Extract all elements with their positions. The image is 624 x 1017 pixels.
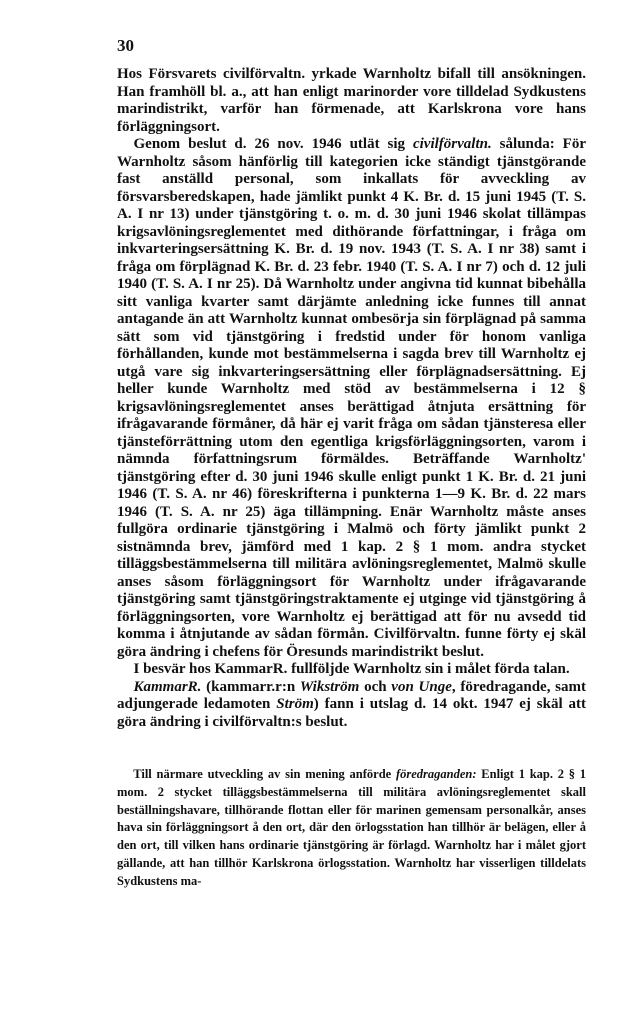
rapporteur-note [117, 766, 586, 891]
text-segment: (kammarr.r:n [201, 678, 300, 695]
text-segment: , föredragande, samt adjungerade ledamoten [117, 678, 587, 712]
page-number: 30 [117, 36, 134, 55]
italic-term: föredraganden: [395, 767, 477, 781]
text-segment: Genom beslut d. 26 nov. 1946 utlät sig [133, 136, 413, 152]
paragraph-kammarr-ruling [117, 679, 586, 732]
text-segment: Enligt 1 kap. 2 § 1 mom. 2 stycket tilläggsbestämmelserna till militära avlöningsreglementet skall beställningshavare, tillhörande flottan eller för marinen gemensam personalkår, anses hava sin förläggningsort å den ort, där den örlogsstation han tillhör är belägen, eller å den ort, till vilken hans ordinarie tjänstgöring är förlagd. Warnholtz har i målet gjort gällande, att han tillhör Karlskrona örlogsstation. Warnholtz har visserligen tilldelats Sydkustens ma- [117, 767, 586, 888]
paragraph-civilforvaltn-decision [117, 136, 586, 661]
text-segment: Till närmare utveckling av sin mening anförde [133, 767, 396, 781]
italic-name: von Unge [391, 678, 452, 695]
italic-term: KammarR. [133, 678, 202, 695]
italic-name: Wikström [299, 678, 360, 695]
paragraph-appeal: I besvär hos KammarR. fullföljde Warnholtz sin i målet förda talan. [133, 661, 570, 677]
italic-term: civilförvaltn. [412, 136, 492, 152]
text-segment: sålunda: För Warnholtz såsom hänförlig till kategorien icke ständigt tjänstgörande fast anställd personal, som inkallats för avveckling av försvarsberedskapen, hade jämlikt punkt 4 K. Br. d. 15 juni 1945 (T. S. A. I nr 13) under tjänstgöring t. o. m. d. 30 juni 1946 skolat tillämpas krigsavlöningsreglementet med dithörande författningar, i fråga om inkvarteringsersättning K. Br. d. 19 nov. 1943 (T. S. A. I nr 38) samt i fråga om förplägnad K. Br. d. 23 febr. 1940 (T. S. A. I nr 7) och d. 12 juli 1940 (T. S. A. I nr 25). Då Warnholtz under angivna tid kunnat bibehålla sitt vanliga kvarter samt därjämte anledning icke funnes till annat antagande än att Warnholtz kunnat ombesörja sin förplägnad på samma sätt som vid tjänstgöring i fredstid under för honom vanliga förhållanden, kunde mot bestämmelserna i sagda brev till Warnholtz ej utgå vare sig inkvarteringsersättning eller förplägnadsersättning. Ej heller kunde Warnholtz med stöd av bestämmelserna i 12 § krigsavlöningsreglementet anses berättigad åtnjuta ersättning för ifrågavarande förmåner, då här ej varit fråga om sådan tjänsteresa eller tjänsteförrättning utom den egentliga krigsförläggningsorten, varom i nämnda författningsrum förmäldes. Beträffande Warnholtz' tjänstgöring efter d. 30 juni 1946 skulle enligt punkt 1 K. Br. d. 21 juni 1946 (T. S. A. nr 46) föreskrifterna i punkterna 1—9 K. Br. d. 22 mars 1946 (T. S. A. nr 25) äga tillämpning. Enär Warnholtz måste anses fullgöra ordinarie tjänstgöring i Malmö och förty jämlikt punkt 2 sistnämnda brev, jämförd med 1 kap. 2 § 1 mom. andra stycket tilläggsbestämmelserna till militära avlöningsreglementet, Malmö skulle anses såsom förläggningsort för Warnholtz under ifrågavarande tjänstgöring samt tjänstgöringstraktamente ej utginge vid tjänstgöring å förläggningsorten, vore Warnholtz ej berättigad att för nu avsedd tid komma i åtnjutande av sådan förmån. Civilförvaltn. funne förty ej skäl göra ändring i chefens för Öresunds marindistrikt beslut. [117, 136, 586, 660]
main-text [117, 66, 586, 731]
text-segment: och [359, 678, 392, 695]
italic-name: Ström [276, 696, 314, 712]
paragraph-foredraganden [117, 766, 586, 891]
paragraph-petition: Hos Försvarets civilförvaltn. yrkade Warnholtz bifall till ansökningen. Han framhöll bl. a., att han enligt marinorder vore tilldelad Sydkustens marindistrikt, varför han förmenade, att Karlskrona vore hans förläggningsort. [117, 66, 586, 135]
text-segment: ) fann i utslag d. 14 okt. 1947 ej skäl att göra ändring i civilförvaltn:s beslut. [117, 696, 587, 730]
